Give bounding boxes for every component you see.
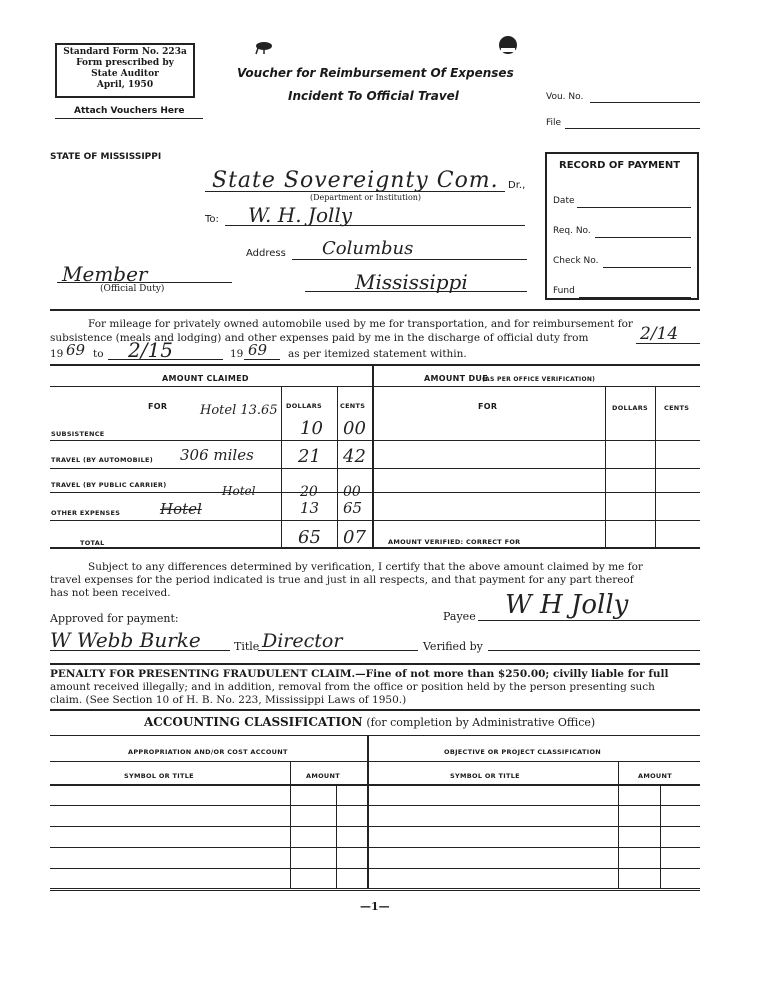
address-value-city: Columbus xyxy=(322,238,414,259)
objective-amount-header: AMOUNT xyxy=(638,772,672,780)
claimed-dollars-header: DOLLARS xyxy=(286,402,323,410)
accounting-row-line-4 xyxy=(50,868,700,869)
official-duty-value: Member xyxy=(62,262,148,286)
approver-signature-line xyxy=(50,650,230,651)
form-prescribed: Form prescribed by xyxy=(76,58,174,68)
mileage-text-1: For mileage for privately owned automobile used by me for transportation, and for reimbursement for xyxy=(88,318,633,330)
year-value-1: 69 xyxy=(66,341,86,359)
payee-signature-line xyxy=(478,620,700,621)
other-cents-2: 65 xyxy=(343,499,363,517)
record-title: RECORD OF PAYMENT xyxy=(559,160,681,171)
file-field[interactable] xyxy=(565,128,700,129)
appropriation-symbol-header: SYMBOL OR TITLE xyxy=(124,772,194,780)
table-header-line xyxy=(50,386,700,387)
due-dollars-divider xyxy=(605,386,606,547)
separator-accounting xyxy=(50,709,700,711)
appropriation-header: APPROPRIATION AND/OR COST ACCOUNT xyxy=(128,748,288,756)
seal-icon-right xyxy=(497,34,519,60)
total-label: TOTAL xyxy=(80,539,105,547)
row-line-4 xyxy=(50,520,700,521)
to-date-value: 2/15 xyxy=(128,338,173,362)
record-req-field[interactable] xyxy=(595,237,691,238)
title-line xyxy=(258,650,418,651)
other-note-2: Hotel xyxy=(160,500,202,518)
approver-signature: W Webb Burke xyxy=(50,628,201,652)
record-check-field[interactable] xyxy=(603,267,691,268)
from-date-line xyxy=(636,343,700,344)
address-value-state: Mississippi xyxy=(355,270,468,294)
table-top-border xyxy=(50,364,700,366)
due-dollars-header: DOLLARS xyxy=(612,404,649,412)
verified-by-line[interactable] xyxy=(488,650,700,651)
appropriation-amount-header: AMOUNT xyxy=(306,772,340,780)
voucher-number-label: Vou. No. xyxy=(546,92,584,102)
record-fund-label: Fund xyxy=(553,286,575,296)
for-handwritten-note: Hotel 13.65 xyxy=(200,403,278,418)
to-line xyxy=(225,225,525,226)
page-number: —1— xyxy=(360,900,390,913)
other-dollars-1: 20 xyxy=(300,484,318,500)
row-line-1 xyxy=(50,440,700,441)
subsistence-cents: 00 xyxy=(343,418,366,439)
to-date-line xyxy=(108,359,223,360)
record-req-label: Req. No. xyxy=(553,226,591,236)
due-cents-header: CENTS xyxy=(664,404,690,412)
accounting-divider-middle xyxy=(367,735,369,888)
table-bottom-border xyxy=(50,547,700,549)
record-date-label: Date xyxy=(553,196,575,206)
certification-text-1: Subject to any differences determined by verification, I certify that the above amount claimed by me for xyxy=(88,561,643,573)
accounting-title-main: ACCOUNTING CLASSIFICATION xyxy=(144,715,363,729)
payee-label: Payee xyxy=(443,610,476,623)
standard-form-box xyxy=(55,43,195,98)
claimed-cents-divider xyxy=(337,386,338,547)
approved-label: Approved for payment: xyxy=(50,612,179,625)
row-line-3 xyxy=(50,492,700,493)
to-label: To: xyxy=(205,214,219,225)
attach-vouchers-label: Attach Vouchers Here xyxy=(74,106,185,116)
accounting-subheader-line xyxy=(50,761,700,762)
due-for-header: FOR xyxy=(478,402,498,411)
penalty-text-1: PENALTY FOR PRESENTING FRAUDULENT CLAIM.—Fine of not more than $250.00; civilly liable for full xyxy=(50,668,669,680)
travel-automobile-cents: 42 xyxy=(343,446,366,467)
file-label: File xyxy=(546,118,562,128)
year-line-2 xyxy=(244,359,280,360)
form-title: Voucher for Reimbursement Of Expenses xyxy=(237,66,514,80)
other-cents-1: 00 xyxy=(343,484,361,500)
to-word: to xyxy=(93,348,104,360)
accounting-divider-a2 xyxy=(336,784,337,888)
claimed-cents-header: CENTS xyxy=(340,402,366,410)
as-per-text: as per itemized statement within. xyxy=(288,348,467,360)
department-caption: (Department or Institution) xyxy=(310,193,422,202)
other-note-1: Hotel xyxy=(222,484,256,498)
subsistence-label: SUBSISTENCE xyxy=(51,430,105,438)
claimed-dollars-divider xyxy=(281,386,282,547)
verified-by-label: Verified by xyxy=(423,640,483,653)
accounting-row-line-1 xyxy=(50,805,700,806)
travel-automobile-dollars: 21 xyxy=(298,446,321,467)
penalty-text-2: amount received illegally; and in addition, removal from the office or position held by the person presenting such xyxy=(50,681,655,693)
accounting-row-line-3 xyxy=(50,847,700,848)
record-of-payment-box xyxy=(545,152,699,300)
address-label: Address xyxy=(246,248,286,259)
title-value: Director xyxy=(262,630,343,652)
department-line xyxy=(205,191,505,192)
record-fund-field[interactable] xyxy=(579,297,691,298)
total-dollars: 65 xyxy=(298,527,321,548)
title-label: Title xyxy=(234,640,260,653)
accounting-row-line-2 xyxy=(50,826,700,827)
form-auditor: State Auditor xyxy=(91,69,159,79)
address-line-1 xyxy=(292,259,527,260)
from-date-value: 2/14 xyxy=(640,324,679,344)
form-subtitle: Incident To Official Travel xyxy=(288,89,459,103)
voucher-number-field[interactable] xyxy=(590,102,700,103)
accounting-header-top xyxy=(50,735,700,736)
due-cents-divider xyxy=(655,386,656,547)
record-check-label: Check No. xyxy=(553,256,599,266)
seal-icon-left xyxy=(254,38,274,60)
mileage-text-2: subsistence (meals and lodging) and other expenses paid by me in the discharge of official duty from xyxy=(50,332,589,344)
other-dollars-2: 13 xyxy=(300,499,320,517)
attach-line xyxy=(55,118,203,119)
department-value: State Sovereignty Com. xyxy=(212,168,499,193)
travel-public-label: TRAVEL (BY PUBLIC CARRIER) xyxy=(51,481,167,489)
accounting-row-line-0 xyxy=(50,784,700,786)
amount-due-header: AMOUNT DUE xyxy=(424,374,488,383)
objective-symbol-header: SYMBOL OR TITLE xyxy=(450,772,520,780)
accounting-divider-b2 xyxy=(660,784,661,888)
to-value: W. H. Jolly xyxy=(248,203,353,227)
address-line-2 xyxy=(305,291,527,292)
total-cents: 07 xyxy=(343,527,366,548)
year-prefix-2: 19 xyxy=(230,348,244,360)
subsistence-dollars: 10 xyxy=(300,418,323,439)
official-duty-line xyxy=(57,282,232,283)
form-date: April, 1950 xyxy=(96,80,154,90)
payee-signature: W H Jolly xyxy=(505,590,629,620)
year-prefix-1: 19 xyxy=(50,348,64,360)
amount-claimed-header: AMOUNT CLAIMED xyxy=(162,374,249,383)
travel-automobile-miles: 306 miles xyxy=(180,446,254,464)
accounting-title-note: (for completion by Administrative Office) xyxy=(366,716,596,729)
certification-text-3: has not been received. xyxy=(50,587,171,599)
amount-verified-label: AMOUNT VERIFIED: CORRECT FOR xyxy=(388,538,521,546)
row-line-2 xyxy=(50,468,700,469)
official-duty-caption: (Official Duty) xyxy=(100,284,165,294)
penalty-text-3: claim. (See Section 10 of H. B. No. 223, Mississippi Laws of 1950.) xyxy=(50,694,407,706)
separator-penalty xyxy=(50,663,700,665)
form-number: Standard Form No. 223a xyxy=(63,47,187,57)
other-expenses-label: OTHER EXPENSES xyxy=(51,509,121,517)
travel-automobile-label: TRAVEL (BY AUTOMOBILE) xyxy=(51,456,154,464)
separator-top xyxy=(50,309,700,311)
record-date-field[interactable] xyxy=(577,207,691,208)
state-label: STATE OF MISSISSIPPI xyxy=(50,152,162,162)
objective-header: OBJECTIVE OR PROJECT CLASSIFICATION xyxy=(444,748,602,756)
claimed-for-header: FOR xyxy=(148,402,168,411)
accounting-bottom-border xyxy=(50,888,700,891)
amount-due-note: (AS PER OFFICE VERIFICATION) xyxy=(482,376,596,383)
accounting-title xyxy=(144,715,595,729)
certification-text-2: travel expenses for the period indicated is true and just in all respects, and that payment for any part thereof xyxy=(50,574,634,586)
dr-label: Dr., xyxy=(508,180,526,191)
year-value-2: 69 xyxy=(248,341,268,359)
